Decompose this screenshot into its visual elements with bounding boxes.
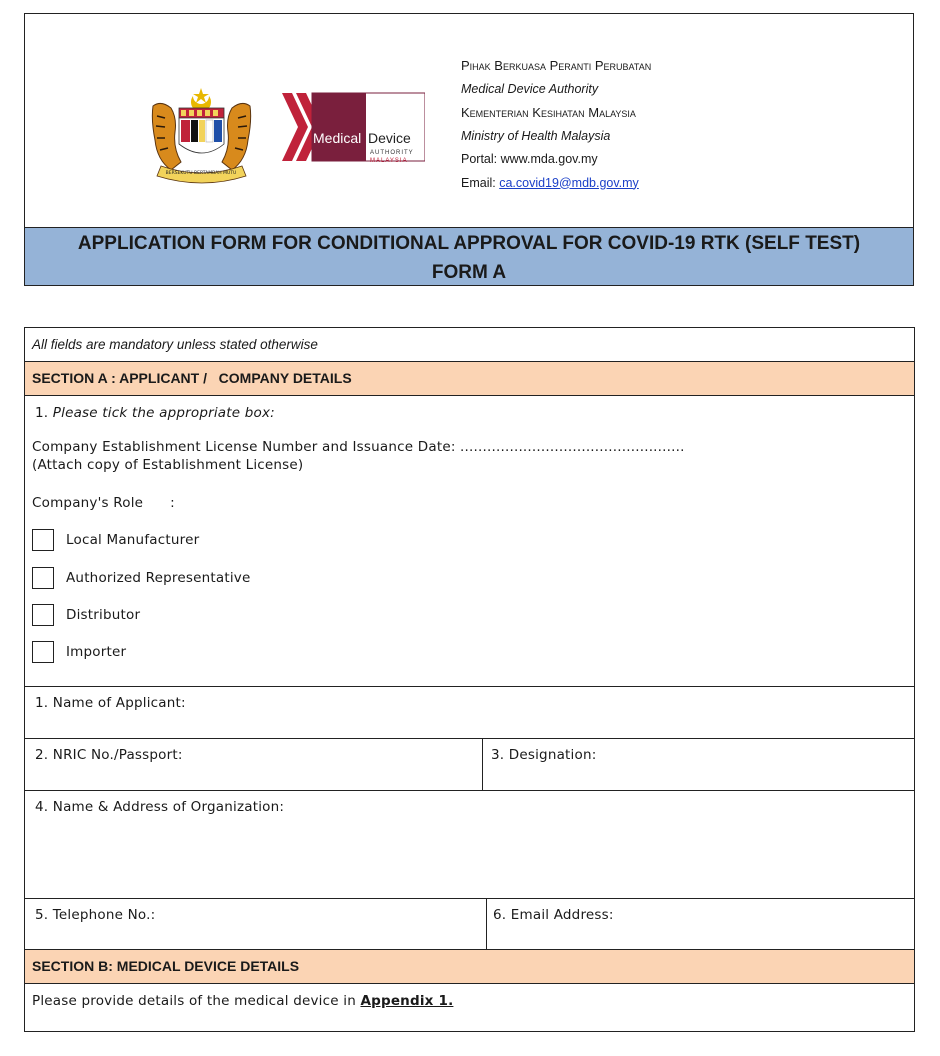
coat-of-arms-icon: [143, 86, 260, 186]
column-divider: [482, 739, 483, 791]
nric-passport-label: 2. NRIC No./Passport:: [35, 747, 183, 763]
ministry-name-english: Ministry of Health Malaysia: [461, 128, 611, 143]
checkbox-distributor[interactable]: [32, 604, 54, 626]
license-attach-note: (Attach copy of Establishment License): [32, 457, 304, 473]
ministry-name-malay: Kementerian Kesihatan Malaysia: [461, 105, 636, 120]
mandatory-note: All fields are mandatory unless stated otherwise: [32, 337, 318, 352]
telephone-label: 5. Telephone No.:: [35, 907, 156, 923]
company-role-block: [25, 395, 914, 686]
portal-url: Portal: www.mda.gov.my: [461, 152, 598, 166]
checkbox-local-manufacturer[interactable]: [32, 529, 54, 551]
agency-name-malay: Pihak Berkuasa Peranti Perubatan: [461, 58, 652, 73]
section-a-header: SECTION A : APPLICANT / COMPANY DETAILS: [25, 361, 914, 395]
role-importer: Importer: [66, 644, 127, 660]
logo-text-authority: AUTHORITY: [370, 150, 414, 156]
agency-contact-block: [461, 54, 651, 195]
tick-instruction-text: Please tick the appropriate box:: [52, 405, 275, 421]
tick-instruction: [35, 405, 275, 421]
form-title-line2: FORM A: [431, 262, 507, 283]
device-details-text: [32, 993, 453, 1009]
checkbox-importer[interactable]: [32, 641, 54, 663]
telephone-email-row: [25, 898, 914, 949]
form-title: [25, 227, 913, 285]
section-b-header: SECTION B: MEDICAL DEVICE DETAILS: [25, 949, 914, 983]
letterhead: [24, 13, 914, 286]
logo-text-device: Device: [368, 130, 411, 146]
role-authorized-representative: Authorized Representative: [66, 570, 251, 586]
organization-address-field[interactable]: [25, 790, 914, 898]
form-title-line1: APPLICATION FORM FOR CONDITIONAL APPROVAL FOR COVID-19 RTK (SELF TEST): [77, 233, 861, 254]
logo-text-medical: Medical: [313, 130, 362, 146]
email-link[interactable]: ca.covid19@mdb.gov.my: [499, 175, 639, 190]
license-number-field[interactable]: Company Establishment License Number and Issuance Date: ..................................................: [32, 439, 685, 455]
appendix-link[interactable]: Appendix 1.: [360, 993, 454, 1009]
email-line: [461, 172, 651, 196]
applicant-name-field[interactable]: [25, 686, 914, 738]
email-label: Email:: [461, 175, 500, 190]
email-address-label: 6. Email Address:: [493, 907, 614, 923]
role-local-manufacturer: Local Manufacturer: [66, 532, 200, 548]
applicant-name-label: 1. Name of Applicant:: [35, 695, 186, 711]
mda-logo: [282, 91, 425, 163]
tick-instruction-number: 1.: [35, 405, 49, 421]
agency-name-english: Medical Device Authority: [461, 81, 599, 96]
organization-address-label: 4. Name & Address of Organization:: [35, 799, 285, 815]
checkbox-authorized-representative[interactable]: [32, 567, 54, 589]
application-form: [24, 327, 915, 1032]
designation-label: 3. Designation:: [491, 747, 597, 763]
device-details-prompt: Please provide details of the medical device in: [32, 993, 361, 1009]
crest-motto: BERSEKUTU BERTAMBAH MUTU: [165, 171, 237, 176]
company-role-label: Company's Role :: [32, 495, 175, 511]
logo-text-malaysia: MALAYSIA: [370, 158, 408, 163]
column-divider: [486, 899, 487, 950]
device-details-row: [25, 983, 914, 1031]
nric-designation-row: [25, 738, 914, 790]
role-distributor: Distributor: [66, 607, 141, 623]
